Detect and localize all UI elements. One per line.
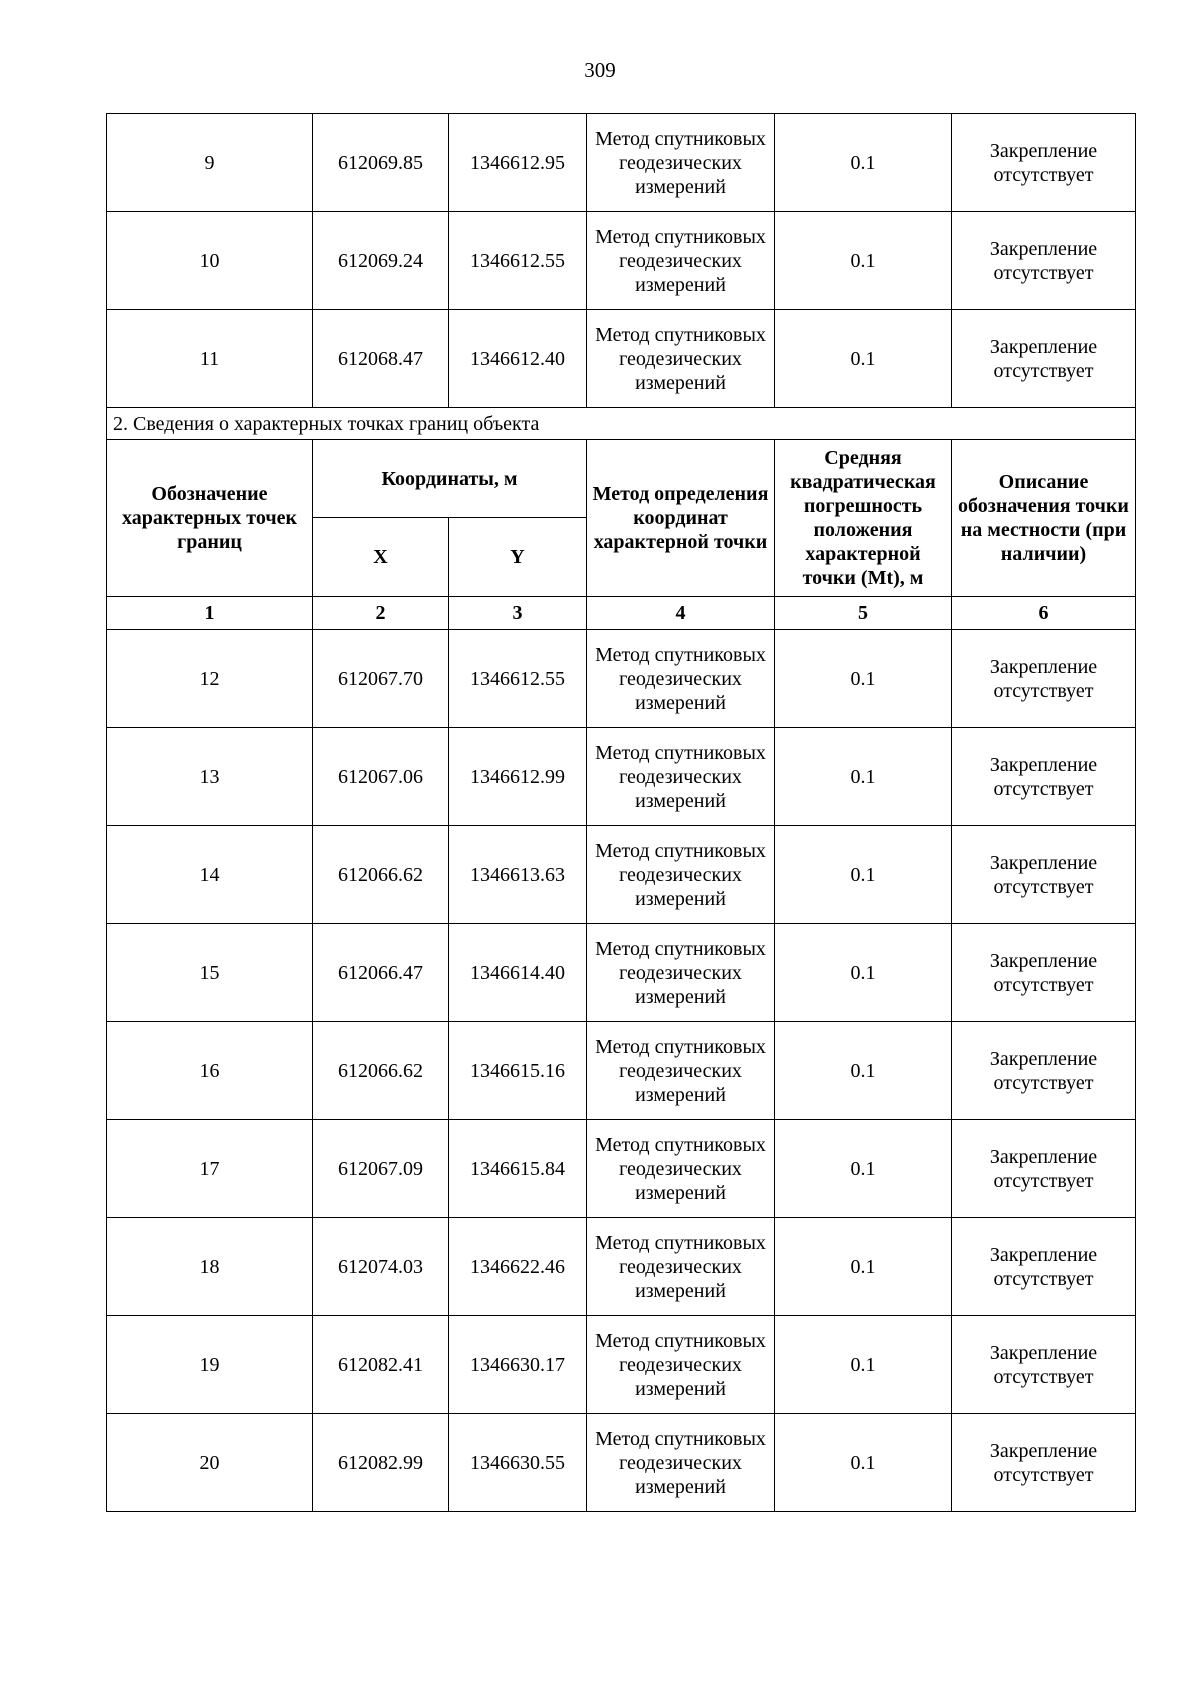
method-cell: Метод спутниковых геодезических измерений [587,1218,775,1316]
x-coordinate-cell: 612069.24 [313,212,449,310]
point-number-cell: 18 [107,1218,313,1316]
method-cell: Метод спутниковых геодезических измерений [587,728,775,826]
description-cell: Закрепление отсутствует [952,1120,1136,1218]
table-row [107,1218,1136,1316]
header-description: Описание обозначения точки на местности (при наличии) [952,440,1136,597]
boundary-points-table [106,113,1136,1512]
error-cell: 0.1 [775,1022,952,1120]
x-coordinate-cell: 612082.41 [313,1316,449,1414]
table-row [107,826,1136,924]
table-row [107,924,1136,1022]
y-coordinate-cell: 1346613.63 [449,826,587,924]
x-coordinate-cell: 612066.62 [313,1022,449,1120]
point-number-cell: 10 [107,212,313,310]
point-number-cell: 20 [107,1414,313,1512]
x-coordinate-cell: 612066.62 [313,826,449,924]
x-coordinate-cell: 612074.03 [313,1218,449,1316]
point-number-cell: 11 [107,310,313,408]
method-cell: Метод спутниковых геодезических измерений [587,310,775,408]
header-y: Y [449,518,587,597]
description-cell: Закрепление отсутствует [952,114,1136,212]
point-number-cell: 9 [107,114,313,212]
table-row [107,114,1136,212]
column-number: 1 [107,597,313,630]
y-coordinate-cell: 1346612.55 [449,630,587,728]
method-cell: Метод спутниковых геодезических измерений [587,630,775,728]
point-number-cell: 19 [107,1316,313,1414]
y-coordinate-cell: 1346612.40 [449,310,587,408]
section-title: 2. Сведения о характерных точках границ объекта [107,408,1136,440]
method-cell: Метод спутниковых геодезических измерений [587,1022,775,1120]
error-cell: 0.1 [775,114,952,212]
description-cell: Закрепление отсутствует [952,826,1136,924]
y-coordinate-cell: 1346612.99 [449,728,587,826]
table-header-section [107,408,1136,630]
x-coordinate-cell: 612067.09 [313,1120,449,1218]
rows-before-section [107,114,1136,408]
description-cell: Закрепление отсутствует [952,1316,1136,1414]
description-cell: Закрепление отсутствует [952,728,1136,826]
column-number: 3 [449,597,587,630]
description-cell: Закрепление отсутствует [952,1218,1136,1316]
column-number: 4 [587,597,775,630]
column-number: 5 [775,597,952,630]
method-cell: Метод спутниковых геодезических измерений [587,1414,775,1512]
error-cell: 0.1 [775,1120,952,1218]
method-cell: Метод спутниковых геодезических измерений [587,826,775,924]
column-numbers-row [107,597,1136,630]
method-cell: Метод спутниковых геодезических измерений [587,114,775,212]
description-cell: Закрепление отсутствует [952,1414,1136,1512]
x-coordinate-cell: 612067.70 [313,630,449,728]
method-cell: Метод спутниковых геодезических измерений [587,1316,775,1414]
y-coordinate-cell: 1346615.84 [449,1120,587,1218]
page-number: 309 [584,58,616,82]
rows-after-section [107,630,1136,1512]
table-row [107,728,1136,826]
x-coordinate-cell: 612069.85 [313,114,449,212]
error-cell: 0.1 [775,1414,952,1512]
point-number-cell: 15 [107,924,313,1022]
description-cell: Закрепление отсутствует [952,212,1136,310]
table-row [107,630,1136,728]
table-row [107,1414,1136,1512]
error-cell: 0.1 [775,1316,952,1414]
x-coordinate-cell: 612082.99 [313,1414,449,1512]
error-cell: 0.1 [775,630,952,728]
method-cell: Метод спутниковых геодезических измерений [587,924,775,1022]
header-method: Метод определения координат характерной точки [587,440,775,597]
table-row [107,1022,1136,1120]
x-coordinate-cell: 612068.47 [313,310,449,408]
table-row [107,1120,1136,1218]
error-cell: 0.1 [775,212,952,310]
description-cell: Закрепление отсутствует [952,630,1136,728]
column-number: 6 [952,597,1136,630]
x-coordinate-cell: 612067.06 [313,728,449,826]
column-number: 2 [313,597,449,630]
table-row [107,1316,1136,1414]
error-cell: 0.1 [775,924,952,1022]
table-row [107,310,1136,408]
method-cell: Метод спутниковых геодезических измерений [587,212,775,310]
description-cell: Закрепление отсутствует [952,924,1136,1022]
y-coordinate-cell: 1346622.46 [449,1218,587,1316]
header-x: X [313,518,449,597]
table-row [107,212,1136,310]
point-number-cell: 14 [107,826,313,924]
point-number-cell: 12 [107,630,313,728]
y-coordinate-cell: 1346614.40 [449,924,587,1022]
point-number-cell: 17 [107,1120,313,1218]
header-coordinates: Координаты, м [313,440,587,518]
y-coordinate-cell: 1346615.16 [449,1022,587,1120]
y-coordinate-cell: 1346612.55 [449,212,587,310]
error-cell: 0.1 [775,310,952,408]
error-cell: 0.1 [775,728,952,826]
point-number-cell: 16 [107,1022,313,1120]
description-cell: Закрепление отсутствует [952,310,1136,408]
header-error: Средняя квадратическая погрешность положения характерной точки (Mt), м [775,440,952,597]
x-coordinate-cell: 612066.47 [313,924,449,1022]
error-cell: 0.1 [775,826,952,924]
error-cell: 0.1 [775,1218,952,1316]
point-number-cell: 13 [107,728,313,826]
description-cell: Закрепление отсутствует [952,1022,1136,1120]
y-coordinate-cell: 1346630.55 [449,1414,587,1512]
y-coordinate-cell: 1346630.17 [449,1316,587,1414]
y-coordinate-cell: 1346612.95 [449,114,587,212]
header-designation: Обозначение характерных точек границ [107,440,313,597]
method-cell: Метод спутниковых геодезических измерений [587,1120,775,1218]
